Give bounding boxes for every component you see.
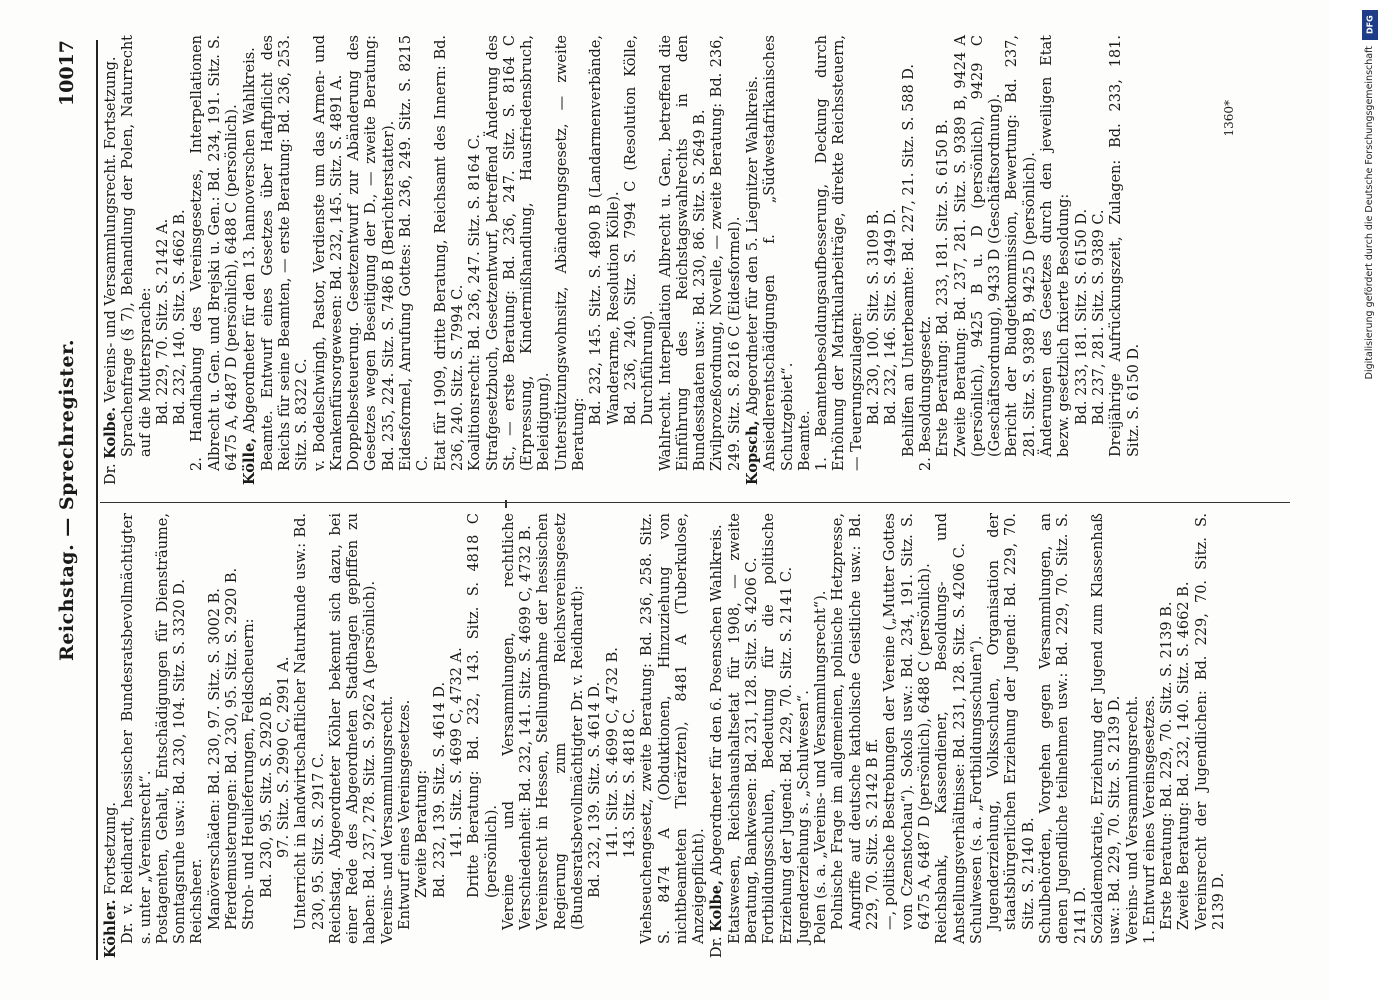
register-entry: Etat für 1909, dritte Beratung, Reichsamt des Innern: Bd. 236, 240. Sitz. S. 7994 C. [432,35,466,471]
register-entry: Bd. 232, 146. Sitz. S. 4949 D. [883,208,900,425]
register-entry: Bd. 232, 139. Sitz. S. 4614 D. [431,681,448,898]
register-entry: Beamte. [796,410,813,471]
register-entry: Vereins- und Versammlungsrecht. [379,695,396,944]
entry-text: Dr. [103,458,119,485]
register-entry: Bd. 233, 181. Sitz. S. 6150 D. [1073,208,1090,425]
register-entry: Bd. 230, 100. Sitz. S. 3109 B. [866,209,883,425]
register-entry: Doppelbesteuerung. Gesetzentwurf zur Abänderung des Gesetzes wegen Beseitigung der D., — zweite Beratung: Bd. 235, 224. Sitz. S. 7486 B (Berichterstatter). [346,35,397,471]
register-entry: Entwurf eines Vereinsgesetzes. [397,699,414,930]
register-entry: 141. Sitz. S. 4699 C, 4732 A. [448,647,465,858]
register-entry: Schulwesen (s. a. „Fortbildungsschulen“). [968,635,985,944]
register-entry: Zweite Beratung: Bd. 237, 281. Sitz. S. 9389 B, 9424 A (persönlich), 9425 B u. D (persönlich), 9429 C (Geschäftsordnung), 9433 D (Geschäftsordnung). [952,35,1004,457]
register-entry: Bd. 230, 95. Sitz. S. 2920 B. [258,691,275,898]
register-entry: Ansiedlerentschädigungen f. „Südwestafrikanisches Schutzgebiet“. [762,35,796,471]
register-entry: 1. Beamtenbesoldungsaufbesserung, Deckung durch Erhöhung der Matrikularbeiträge, direkte Reichssteuern, — Teuerungszulagen: [814,35,865,471]
register-entry: 97. Sitz. S. 2990 C, 2991 A. [275,656,292,858]
register-entry: Vereins- und Versammlungsrecht. [1124,695,1141,944]
register-entry: Änderungen des Gesetzes durch den jeweiligen Etat bezw. gesetzlich fixierte Besoldung: [1039,35,1073,457]
register-entry: Jugenderziehung s. „Schulwesen“. [795,690,812,944]
register-entry: 2. Handhabung des Vereinsgesetzes, Interpellationen Albrecht u. Gen. und Brejski u. Gen.: Bd. 234, 191. Sitz. S. 6475 A, 6487 D (persönlich), 6488 C (persönlich). [189,35,241,471]
register-entry: Dr. v. Reidhardt, hessischer Bundesratsbevollmächtigter s. unter „Vereinsrecht“. [120,513,154,944]
register-entry: Sozialdemokratie, Erziehung der Jugend zum Klassenhaß usw.: Bd. 229, 70. Sitz. S. 2139 D. [1089,513,1124,944]
register-entry: Reichsbank, Kassendiener, Besoldungs- und Anstellungsverhältnisse: Bd. 231, 128. Sitz. S. 4206 C. [934,513,968,944]
register-entry: Beamte. Entwurf eines Gesetzes über Haftpflicht des Reichs für seine Beamten, — erste Beratung: Bd. 236, 253. Sitz. S. 8322 C. [259,35,311,471]
register-entry: Reichsheer. [189,858,206,944]
register-entry: Vereinsrecht der Jugendlichen: Bd. 229, 70. Sitz. S. 2139 D. [1193,513,1227,930]
entry-text: Vereins- und Versammlungsrecht. Fortsetzung. [103,56,119,407]
entry-text: Fortsetzung. [103,801,119,900]
register-entry: Bd. 232, 145. Sitz. S. 4890 B (Landarmenverbände, Wanderarme, Resolution Kölle). [588,35,622,425]
register-entry: Bd. 237, 281. Sitz. S. 9389 C. [1090,209,1107,425]
register-entry: Unterstützungswohnsitz, Abänderungsgesetz, — zweite Beratung: [553,35,588,471]
divider-tick [505,500,507,508]
right-column [102,35,1143,485]
register-entry: Eidesformel, Anrufung Gottes: Bd. 236, 249. Sitz. S. 8215 C. [398,35,432,471]
entry-text: Dr. [709,931,726,958]
entry-text: Abgeordneter für den 13. hannoverschen Wahlkreis. [242,47,259,438]
digitisation-notice: Digitalisierung gefördert durch die Deutsche Forschungsgemeinschaft [1364,46,1375,380]
person-name: Kölle, [241,437,259,485]
register-entry: Bd. 236, 240. Sitz. S. 7994 C (Resolution Kölle, Durchführung). [622,35,657,425]
page-title: Reichstag. — Sprechregister. [56,339,78,661]
entry-text: Abgeordneter für den 6. Posenschen Wahlkreis. [709,524,726,880]
register-entry: Wahlrecht. Interpellation Albrecht u. Gen., betreffend die Einführung des Reichstagswahlrechts in den Bundesstaaten usw.: Bd. 230, 86. Sitz. S. 2649 B. [657,35,709,471]
register-entry: 143. Sitz. S. 4818 C. [621,708,638,858]
register-entry: Zivilprozeßordnung, Novelle, — zweite Beratung: Bd. 236, 249. Sitz. S. 8216 C (Eidesformel). [709,35,743,471]
register-entry: 2. Besoldungsgesetz. [917,315,934,471]
register-entry: Zweite Beratung: Bd. 232, 140. Sitz. S. 4662 B. [1176,581,1193,930]
register-entry: Pferdemusterungen: Bd. 230, 95. Sitz. S. 2920 B. [224,567,241,930]
register-entry: Vereine und Versammlungen, rechtliche Verschiedenheit: Bd. 232, 141. Sitz. S. 4699 C, 4732 B. [500,513,535,930]
register-entry: Bd. 229, 70. Sitz. S. 2142 A. [154,218,171,425]
register-entry: Vereinsrecht in Hessen, Stellungnahme der hessischen Regierung zum Reichsvereinsgesetz (Bundesratsbevollmächtigter Dr. v. Reidhardt): [535,513,587,930]
register-entry: Fortbildungsschulen, Bedeutung für die politische Erziehung der Jugend: Bd. 229, 70. Sitz. S. 2141 C. [761,513,795,944]
left-column [102,513,1228,958]
register-entry: Jugenderziehung, Volksschulen, Organisation der staatsbürgerlichen Erziehung der Jugend: Bd. 229, 70. Sitz. S. 2140 B. [986,513,1037,930]
register-entry: Polnische Frage im allgemeinen, polnische Hetzpresse, Angriffe auf deutsche katholische Geistliche usw.: Bd. 229, 70. Sitz. S. 2142 B ff. [830,513,882,930]
person-name: Kolbe, [708,879,726,932]
page-number: 10017 [56,40,78,107]
register-entry: Postagenten, Gehalt, Entschädigungen für Diensträume, Sonntagsruhe usw.: Bd. 230, 104. Sitz. S. 3320 D. [154,513,189,944]
register-entry: Dreijährige Aufrückungszeit, Zulagen: Bd. 233, 181. Sitz. S. 6150 D. [1108,35,1142,457]
register-entry: Bd. 232, 140. Sitz. S. 4662 B. [172,209,189,425]
register-entry: Schulbehörden, Vorgehen gegen Versammlungen, an denen Jugendliche teilnehmen usw.: Bd. 229, 70. Sitz. S. 2141 D. [1038,513,1089,944]
person-name: Kolbe. [102,406,119,459]
dfg-logo-icon: DFG [1362,10,1378,40]
register-entry: Polen (s. a. „Vereins- und Versammlungsrecht“). [813,590,830,944]
register-entry: Erste Beratung: Bd. 233, 181. Sitz. S. 6150 B. [935,119,952,457]
register-entry: Dritte Beratung: Bd. 232, 143. Sitz. S. 4818 C (persönlich). [466,513,500,898]
register-entry: 1. Entwurf eines Vereinsgesetzes. [1141,695,1158,944]
register-entry: Etatswesen, Reichshaushaltsetat für 1908, — zweite Beratung, Bankwesen: Bd. 231, 128. Sitz. S. 4206 C. [726,513,760,944]
register-entry: 141. Sitz. S. 4699 C, 4732 B. [604,647,621,858]
register-heading [241,35,259,485]
register-heading [102,513,120,958]
register-entry: Stroh- und Heulieferungen, Feldscheuern: [241,618,258,930]
register-heading [744,35,762,485]
register-entry: Erste Beratung: Bd. 229, 70. Sitz. S. 2139 B. [1159,601,1176,930]
register-entry: —, politische Bestrebungen der Vereine („Mutter Gottes von Czenstochau“). Sokols usw.: Bd. 234, 191. Sitz. S. 6475 A, 6487 D (persönlich), 6488 C (persönlich). [882,513,933,930]
register-entry: Zweite Beratung: [414,769,431,898]
register-entry: Reichstag. Abgeordneter Köhler bekennt sich dazu, bei einer Rede des Abgeordneten Stadthagen gepfiffen zu haben: Bd. 237, 278. Sitz. S. 9262 A (persönlich). [327,513,379,944]
entry-text: Abgeordneter für den 5. Liegnitzer Wahlkreis. [744,75,761,421]
register-heading [708,513,726,958]
header-rule [96,40,98,960]
register-entry: v. Bodelschwingh, Pastor, Verdienste um das Armen- und Krankenfürsorgewesen: Bd. 232, 145. Sitz. S. 4891 A. [311,35,345,471]
register-entry: Strafgesetzbuch, Gesetzentwurf, betreffend Änderung des St., — erste Beratung: Bd. 236, 247. Sitz. S. 8164 C (Erpressung, Kindermißhandlung, Hausfriedensbruch, Beleidigung). [484,35,553,471]
register-entry: Behilfen an Unterbeamte: Bd. 227, 21. Sitz. S. 588 D. [900,63,917,457]
person-name: Kopsch, [743,420,761,485]
register-entry: Viehseuchengesetz, zweite Beratung: Bd. 236, 258. Sitz. S. 8474 A (Obduktionen, Hinzuziehung von nichtbeamteten Tierärzten), 8481 A (Tuberkulose, Anzeigepflicht). [639,513,708,944]
register-entry: Koalitionsrecht: Bd. 236, 247. Sitz. S. 8164 C. [467,134,484,471]
signature-mark: 1360* [1222,100,1236,137]
person-name: Köhler. [102,899,119,958]
register-entry: Manöverschäden: Bd. 230, 97. Sitz. S. 3002 B. [206,588,223,930]
register-entry: Bd. 232, 139. Sitz. S. 4614 D. [587,681,604,898]
column-divider [100,502,1290,503]
page-header [56,40,96,960]
register-entry: Bericht der Budgetkommission, Bewertung: Bd. 237, 281. Sitz. S. 9389 B, 9425 D (persönlich). [1004,35,1038,457]
register-entry: Unterricht in landwirtschaftlicher Naturkunde usw.: Bd. 230, 95. Sitz. S. 2917 C. [293,513,327,930]
register-heading [102,35,120,485]
register-entry: Sprachenfrage (§ 7), Behandlung der Polen, Naturrecht auf die Muttersprache: [120,35,154,457]
